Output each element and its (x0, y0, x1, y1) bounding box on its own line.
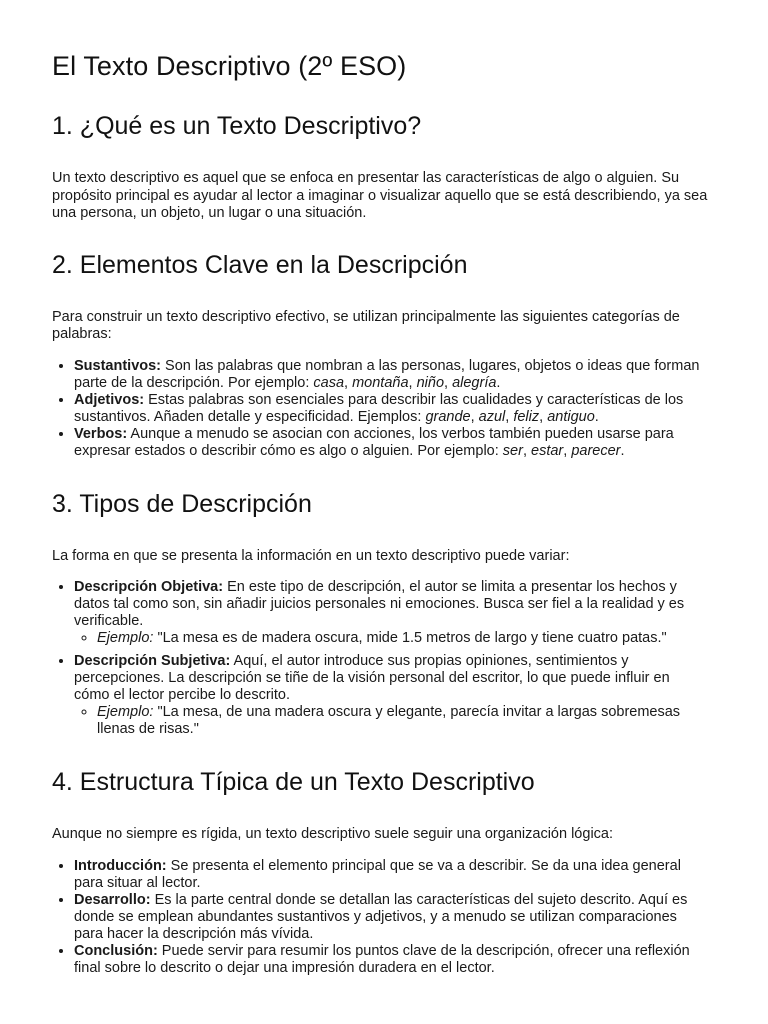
list-item-term: Desarrollo: (74, 891, 151, 908)
example-sublist (74, 630, 708, 647)
example-text: "La mesa es de madera oscura, mide 1.5 metros de largo y tiene cuatro patas." (153, 630, 667, 646)
list-item-text: Aunque a menudo se asocian con acciones, los verbos también pueden usarse para expresar estados o describir cómo es algo o alguien. Por ejemplo: (74, 425, 674, 459)
example-item (97, 630, 708, 647)
section-heading: 1. ¿Qué es un Texto Descriptivo? (52, 112, 422, 140)
list-item: • Adjetivos: Estas palabras son esenciales para describir las cualidades y características de los sustantivos. Añaden detalle y especificidad. Ejemplos: grande, azul, feliz, antiguo. (74, 392, 708, 426)
list-item (74, 579, 708, 647)
list-item: • Sustantivos: Son las palabras que nombran a las personas, lugares, objetos o ideas que forman parte de la descripción. Por ejemplo: casa, montaña, niño, alegría. (74, 358, 708, 392)
list-item-term: Conclusión: (74, 942, 158, 959)
example-word: feliz (513, 408, 540, 425)
types-list (52, 579, 708, 738)
example-word: grande (425, 408, 471, 425)
example-word: ser (502, 442, 523, 459)
example-word: casa (313, 374, 345, 391)
list-item-text: En este tipo de descripción, el autor se limita a presentar los hechos y datos tal como son, sin añadir juicios personales ni emociones. Busca ser fiel a la realidad y es verificable. (74, 579, 685, 629)
example-text: "La mesa, de una madera oscura y elegante, parecía invitar a largas sobremesas llenas de risas." (97, 704, 681, 737)
section-intro: La forma en que se presenta la información en un texto descriptivo puede variar: (52, 547, 570, 564)
list-item (74, 858, 708, 892)
list-item-text: Son las palabras que nombran a las personas, lugares, objetos o ideas que forman parte de la descripción. Por ejemplo: (74, 357, 700, 391)
list-item (74, 653, 708, 738)
section-structure (52, 762, 708, 977)
structure-list (52, 858, 708, 977)
list-item-term: Sustantivos: (74, 357, 162, 374)
list-item-term: Descripción Objetiva: (74, 579, 224, 595)
list-item-text: Se presenta el elemento principal que se va a describir. Se da una idea general para situar al lector. (74, 857, 681, 891)
list-item-term: Adjetivos: (74, 391, 145, 408)
list-item-text: Aquí, el autor introduce sus propias opiniones, sentimientos y percepciones. La descripción se tiñe de la visión personal del escritor, lo que puede influir en cómo el lector percibe lo descrito. (74, 653, 670, 703)
section-definition (52, 106, 708, 223)
section-types (52, 484, 708, 739)
list-item-text: Puede servir para resumir los puntos clave de la descripción, ofrecer una reflexión final sobre lo descrito o dejar una impresión duradera en el lector. (74, 942, 690, 976)
example-sublist (74, 704, 708, 738)
example-label: Ejemplo: (97, 704, 154, 720)
document-title: El Texto Descriptivo (2º ESO) (52, 51, 407, 81)
section-heading: 3. Tipos de Descripción (52, 489, 312, 518)
section-key-elements (52, 245, 708, 460)
section-intro: Para construir un texto descriptivo efectivo, se utilizan principalmente las siguientes categorías de palabras: (52, 308, 680, 342)
list-item (74, 892, 708, 943)
example-word: alegría (452, 374, 497, 391)
list-item (74, 943, 708, 977)
example-word: estar (531, 442, 564, 459)
list-item-term: Verbos: (74, 425, 128, 442)
list-item-term: Descripción Subjetiva: (74, 653, 231, 669)
section-heading: 2. Elementos Clave en la Descripción (52, 250, 468, 279)
example-label: Ejemplo: (97, 630, 154, 646)
list-item-text: Estas palabras son esenciales para describir las cualidades y características de los sustantivos. Añaden detalle y especificidad. Ejemplos: (74, 391, 684, 425)
list-item-text: Es la parte central donde se detallan las características del sujeto descrito. Aquí es donde se emplean abundantes sustantivos y adjetivos, y a menudo se utilizan comparaciones para hacer la descripción más vívida. (74, 891, 688, 942)
example-item (97, 704, 708, 738)
definition-paragraph: Un texto descriptivo es aquel que se enfoca en presentar las características de algo o alguien. Su propósito principal es ayudar al lector a imaginar o visualizar aquello que se está describiendo, ya sea una persona, un objeto, un lugar o una situación. (52, 170, 708, 221)
example-word: niño (416, 374, 445, 391)
list-item-term: Introducción: (74, 857, 167, 874)
example-word: parecer (571, 442, 621, 459)
example-word: azul (478, 408, 506, 425)
section-heading: 4. Estructura Típica de un Texto Descriptivo (52, 768, 535, 796)
list-item: • Verbos: Aunque a menudo se asocian con acciones, los verbos también pueden usarse para expresar estados o describir cómo es algo o alguien. Por ejemplo: ser, estar, parecer. (74, 426, 708, 460)
example-word: antiguo (547, 408, 595, 425)
example-word: montaña (352, 374, 409, 391)
section-intro: Aunque no siempre es rígida, un texto descriptivo suele seguir una organización lógica: (52, 826, 614, 842)
key-elements-list (52, 358, 708, 460)
